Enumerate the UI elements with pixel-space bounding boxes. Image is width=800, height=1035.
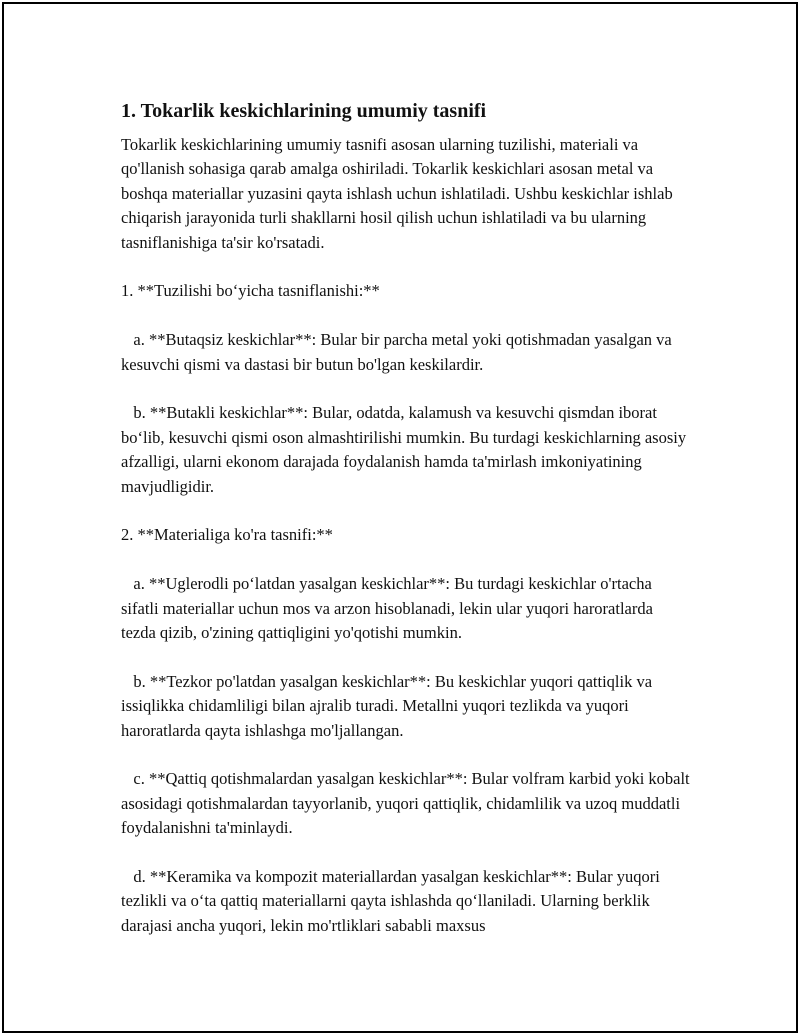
section1-item-b: b. **Butakli keskichlar**: Bular, odatda, kalamush va kesuvchi qismdan iborat bo‘lib, kesuvchi qismi oson almashtirilishi mumkin. Bu turdagi keskichlarning asosiy afzalligi, ularni ekonom darajada foydalanish hamda ta'mirlash imkoniyatining mavjudligidir.	[121, 403, 691, 496]
spacer	[121, 499, 691, 523]
spacer	[121, 743, 691, 767]
spacer	[121, 645, 691, 669]
spacer	[121, 304, 691, 328]
section1-title: 1. **Tuzilishi bo‘yicha tasniflanishi:**	[121, 281, 380, 301]
spacer	[121, 255, 691, 279]
spacer	[121, 841, 691, 865]
section2-item-a: a. **Uglerodli po‘latdan yasalgan keskichlar**: Bu turdagi keskichlar o'rtacha sifatli materiallar uchun mos va arzon hisoblanadi, lekin ular yuqori haroratlarda tezda qizib, o'zining qattiqligini yo'qotishi mumkin.	[121, 574, 658, 643]
document-body	[121, 98, 694, 938]
page-frame	[2, 2, 798, 1033]
spacer	[121, 548, 691, 572]
section2-item-b: b. **Tezkor po'latdan yasalgan keskichlar**: Bu keskichlar yuqori qattiqlik va issiqlikka chidamliligi bilan ajralib turadi. Metallni yuqori tezlikda va yuqori haroratlarda qayta ishlashga mo'ljallangan.	[121, 671, 657, 740]
spacer	[121, 377, 691, 401]
section2-item-d: d. **Keramika va kompozit materiallardan yasalgan keskichlar**: Bular yuqori tezlikli va o‘ta qattiq materiallarni qayta ishlashda qo‘llaniladi. Ularning berklik darajasi ancha yuqori, lekin mo'rtliklari sababli maxsus	[121, 867, 664, 935]
intro-paragraph: Tokarlik keskichlarining umumiy tasnifi asosan ularning tuzilishi, materiali va qo'llanish sohasiga qarab amalga oshiriladi. Tokarlik keskichlari asosan metal va boshqa materiallar yuzasini qayta ishlash uchun ishlatiladi. Ushbu keskichlar ishlab chiqarish jarayonida turli shakllarni hosil qilish uchun ishlatiladi va bu ularning tasniflanishiga ta'sir ko'rsatadi.	[121, 135, 677, 252]
section2-item-c: c. **Qattiq qotishmalardan yasalgan keskichlar**: Bular volfram karbid yoki kobalt asosidagi qotishmalardan tayyorlanib, yuqori qattiqlik, chidamlilik va uzoq muddatli foydalanishni ta'minlaydi.	[121, 769, 694, 838]
section-heading: 1. Tokarlik keskichlarining umumiy tasnifi	[121, 100, 487, 122]
section1-item-a: a. **Butaqsiz keskichlar**: Bular bir parcha metal yoki qotishmadan yasalgan va kesuvchi qismi va dastasi bir butun bo'lgan keskilardir.	[121, 330, 676, 374]
section2-title: 2. **Materialiga ko'ra tasnifi:**	[121, 525, 333, 545]
